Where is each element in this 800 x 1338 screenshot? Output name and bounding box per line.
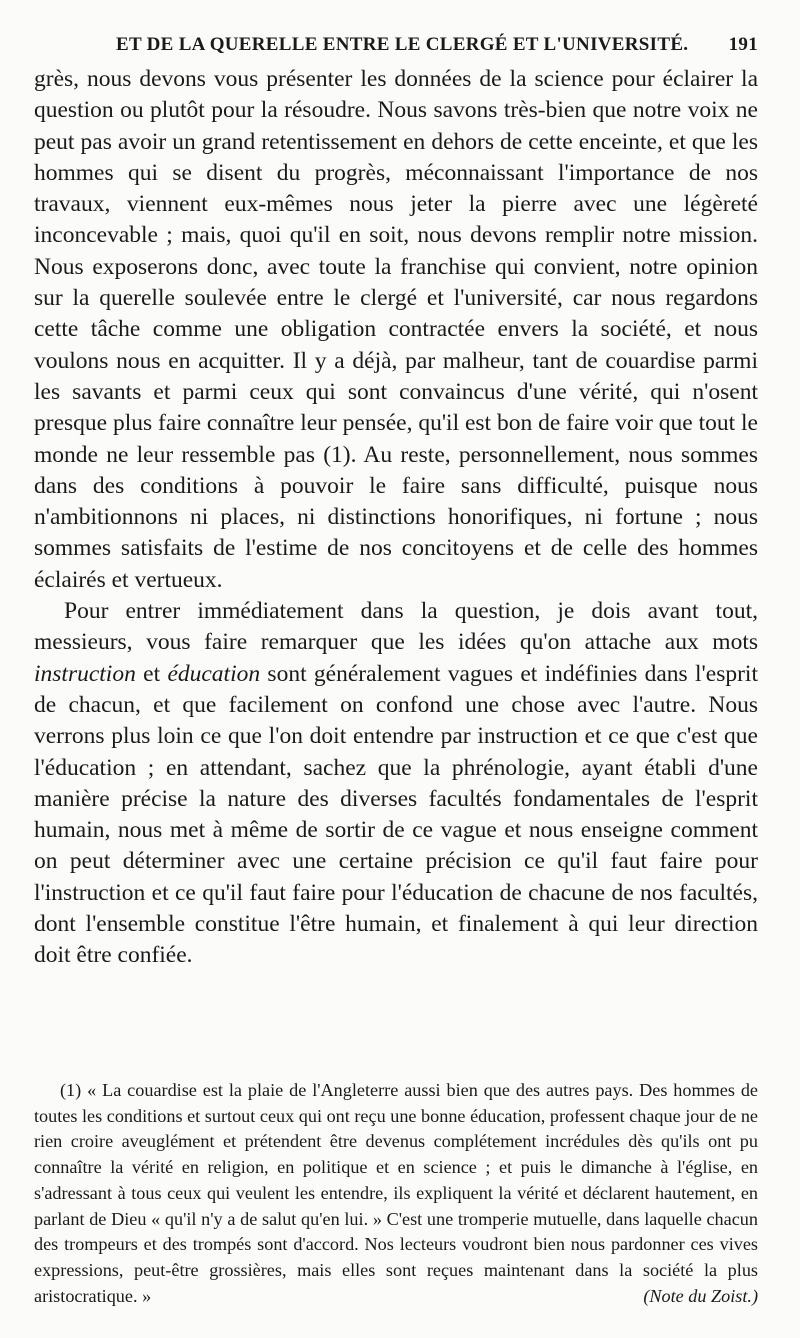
running-head: ET DE LA QUERELLE ENTRE LE CLERGÉ ET L'UNIVERSITÉ. — [116, 34, 689, 55]
page-header — [34, 30, 758, 58]
italic-term-instruction: instruction — [34, 660, 136, 687]
paragraph-2-start: Pour entrer immédiatement dans la question, je dois avant tout, messieurs, vous faire remarquer que les idées qu'on attache aux mots — [34, 598, 758, 656]
italic-term-education: éducation — [167, 660, 261, 687]
footnote — [34, 1078, 758, 1309]
footnote-source: (Note du Zoist.) — [643, 1285, 758, 1306]
paragraph-2-rest: sont généralement vagues et indéfinies dans l'esprit de chacun, et que facilement on confond une chose avec l'autre. Nous verrons plus loin ce que l'on doit entendre par instruction et ce que c'est que l'éducation ; en attendant, sachez que la phrénologie, ayant établi d'une manière précise la nature des diverses facultés fondamentales de l'esprit humain, nous met à même de sortir de ce vague et nous enseigne comment on peut déterminer avec une certaine précision ce qu'il faut faire pour l'instruction et ce qu'il faut faire pour l'éducation de chacune de nos facultés, dont l'ensemble constitue l'être humain, et finalement à qui leur direction doit être confiée. — [34, 660, 758, 969]
paragraph-2-conjunction: et — [135, 660, 168, 687]
page-number: 191 — [728, 34, 758, 55]
footnote-text — [34, 1078, 758, 1309]
footnote-body: (1) « La couardise est la plaie de l'Angleterre aussi bien que des autres pays. Des hommes de toutes les conditions et surtout ceux qui ont reçu une bonne éducation, professent chaque jour de ne rien croire aveuglément et prétendent être devenus complétement incrédules dès qu'ils ont pu connaître la vérité en religion, en politique et en science ; et puis le dimanche à l'église, en s'adressant à tous ceux qui veulent les entendre, ils expliquent la vérité et déclarent hautement, en parlant de Dieu « qu'il n'y a de salut qu'en lui. » C'est une tromperie mutuelle, dans laquelle chacun des trompeurs et des trompés sont d'accord. Nos lecteurs voudront bien nous pardonner ces vives expressions, peut-être grossières, mais elles sont reçues maintenant dans la société la plus aristocratique. » — [34, 1080, 758, 1306]
paragraph-2 — [34, 596, 758, 972]
main-text — [34, 64, 758, 972]
paragraph-1: grès, nous devons vous présenter les données de la science pour éclairer la question ou plutôt pour la résoudre. Nous savons très-bien que notre voix ne peut pas avoir un grand retentissement en dehors de cette enceinte, et que les hommes qui se disent du progrès, méconnaissant l'importance de nos travaux, viennent eux-mêmes nous jeter la pierre avec une légèreté inconcevable ; mais, quoi qu'il en soit, nous devons remplir notre mission. Nous exposerons donc, avec toute la franchise qui convient, notre opinion sur la querelle soulevée entre le clergé et l'université, car nous regardons cette tâche comme une obligation contractée envers la société, et nous voulons nous en acquitter. Il y a déjà, par malheur, tant de couardise parmi les savants et parmi ceux qui sont convaincus d'une vérité, qui n'osent presque plus faire connaître leur pensée, qu'il est bon de faire voir que tout le monde ne leur ressemble pas (1). Au reste, personnellement, nous sommes dans des conditions à pouvoir le faire sans difficulté, puisque nous n'ambitionnons ni places, ni distinctions honorifiques, ni fortune ; nous sommes satisfaits de l'estime de nos concitoyens et de celle des hommes éclairés et vertueux. — [34, 66, 758, 593]
